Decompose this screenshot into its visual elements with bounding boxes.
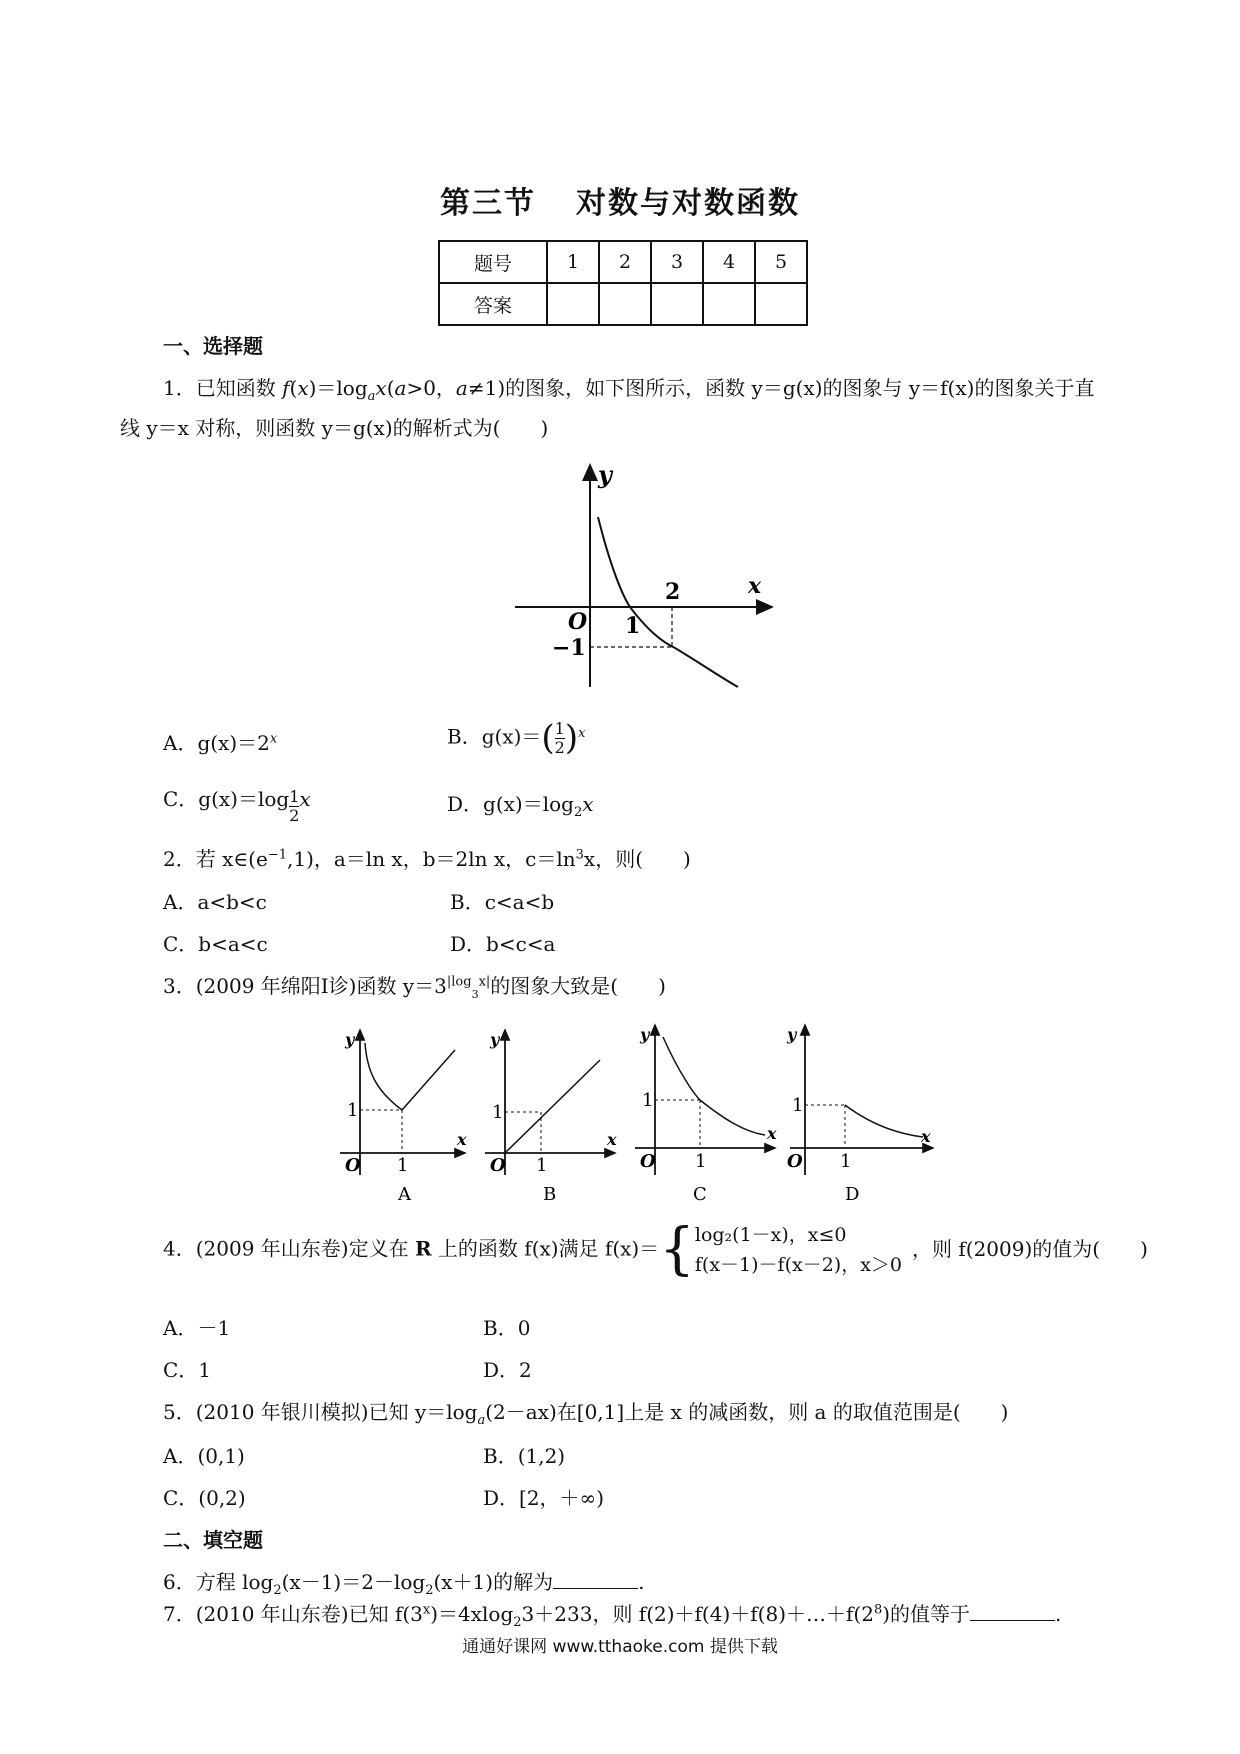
q4-option-d: D．2 [483,1358,532,1382]
origin-label: O [345,1155,361,1176]
axis-label-x: x [748,573,762,599]
q1-stem-line1: 1．已知函数 $f(x)=\log_ax(a>0$，a≠1)的图象，如下图所示，函数 y＝g(x)的图象与 y＝f(x)的图象关于直 [163,376,1095,404]
curve [845,1105,923,1137]
curve [365,1043,402,1110]
tick-label: 1 [840,1151,852,1172]
axis-label-y: y [787,1025,797,1044]
question-number: 2 [599,241,651,283]
question-number: 3 [651,241,703,283]
q5-option-c: C．(0,2) [163,1486,246,1510]
q7-stem: 7．(2010 年山东卷)已知 $f(3^x)=4xlog_23+233$，则 $f(2)+f(4)+f(8)+\dots+f(2^8)$的值等于 . [163,1602,1062,1630]
section-heading-choice: 一、选择题 [163,334,263,358]
q4-option-a: A．－1 [163,1316,231,1340]
q3-graph-a [340,1030,467,1205]
tick-label: 1 [347,1100,359,1121]
answer-blank[interactable] [553,1570,638,1589]
q5-option-d: D．[2，＋∞) [483,1486,605,1510]
answer-table-answer-row [439,283,807,325]
answer-cell [755,283,807,325]
graph-caption: A [398,1184,411,1205]
answer-cell [547,283,599,325]
answer-cell [651,283,703,325]
q3-graph-d [786,1025,933,1205]
axis-label-x: x [767,1124,777,1143]
answer-cell [703,283,755,325]
axis-label-y: y [640,1025,650,1044]
tick-label: 1 [625,613,641,639]
curve [402,1050,455,1110]
tick-label: 1 [397,1155,409,1176]
answer-table [438,240,808,326]
q2-option-d: D．b<c<a [450,932,556,956]
q4-option-c: C．1 [163,1358,212,1382]
section-heading-fill: 二、填空题 [163,1528,263,1552]
q1-option-d: D．$g(x)=\log_2x$ [447,792,594,820]
q3-graph-c [635,1025,777,1205]
axis-label-y: y [345,1030,355,1049]
table-row-label: 题号 [439,241,547,283]
q3-graphs [335,1015,935,1205]
question-number: 4 [703,241,755,283]
q5-option-b: B．(1,2) [483,1444,566,1468]
q3-graph-b [485,1030,617,1205]
graph-caption: D [845,1184,860,1205]
q5-stem: 5．(2010 年银川模拟)已知 $y=\log_a(2-ax)$在[0,1]上是 x 的减函数，则 a 的取值范围是( ) [163,1400,1009,1428]
tick-label: 1 [492,1102,504,1123]
axis-label-x: x [921,1127,931,1146]
question-number: 1 [547,241,599,283]
axis-label-x: x [457,1130,467,1149]
q1-option-c: C．g(x)＝log $\frac{1}{2}$ x [163,787,311,825]
q2-option-c: C．b<a<c [163,932,268,956]
axis-label-y: y [598,460,612,489]
q6-stem: 6．方程 $\log_2(x-1)=2-\log_2(x+1)$的解为 . [163,1570,645,1598]
q2-stem: 2．若 $x\in(e^{-1},1)$，a＝ln x，b＝2ln x，$c=\ln^3x$，则( ) [163,847,691,871]
axis-label-y: y [490,1030,500,1049]
answer-cell [599,283,651,325]
tick-label: 1 [792,1095,804,1116]
question-number: 5 [755,241,807,283]
origin-label: O [640,1151,656,1172]
q3-stem: 3．(2009 年绵阳Ⅰ诊)函数 $y=3^{|log}_3^{x|}$的图象大致是( ) [163,974,666,1001]
origin-label: O [787,1151,803,1172]
tick-label: 2 [665,579,681,605]
axis-label-x: x [607,1130,617,1149]
curve [505,1060,600,1153]
tick-label: 1 [695,1151,707,1172]
answer-table-header-row [439,241,807,283]
q1-stem-line2: 线 y＝x 对称，则函数 y＝g(x)的解析式为( ) [120,416,549,440]
q1-option-a: A．$g(x)=2^x$ [163,731,278,755]
q4-case-1: log₂(1－x)，x≤0 [694,1224,847,1246]
q1-graph [510,455,780,700]
graph-caption: B [543,1184,557,1205]
q1-option-b: B．g(x)＝( $\frac{1}{2}$ )x [447,718,586,758]
footer-watermark: 通通好课网 www.tthaoke.com 提供下载 [462,1637,778,1657]
answer-blank[interactable] [970,1602,1055,1621]
q4-option-b: B．0 [483,1316,531,1340]
tick-label: −1 [552,635,586,661]
q2-option-b: B．c<a<b [450,890,555,914]
curve [663,1037,765,1135]
q4-stem: 4．(2009 年山东卷)定义在 R 上的函数 f(x)满足 f(x)＝{ log₂(1－x)，x≤0 f(x－1)－f(x－2)，x＞0 ，则 f(2009)的值为( ) [163,1217,1148,1282]
q4-case-2: f(x－1)－f(x－2)，x＞0 [694,1254,903,1276]
origin-label: O [490,1155,506,1176]
graph-caption: C [693,1184,707,1205]
page-title: 第三节 对数与对数函数 [440,186,800,221]
q2-option-a: A．a<b<c [163,890,267,914]
origin-label: O [568,609,588,635]
tick-label: 1 [642,1090,654,1111]
q5-option-a: A．(0,1) [163,1444,245,1468]
table-row-label: 答案 [439,283,547,325]
tick-label: 1 [536,1155,548,1176]
